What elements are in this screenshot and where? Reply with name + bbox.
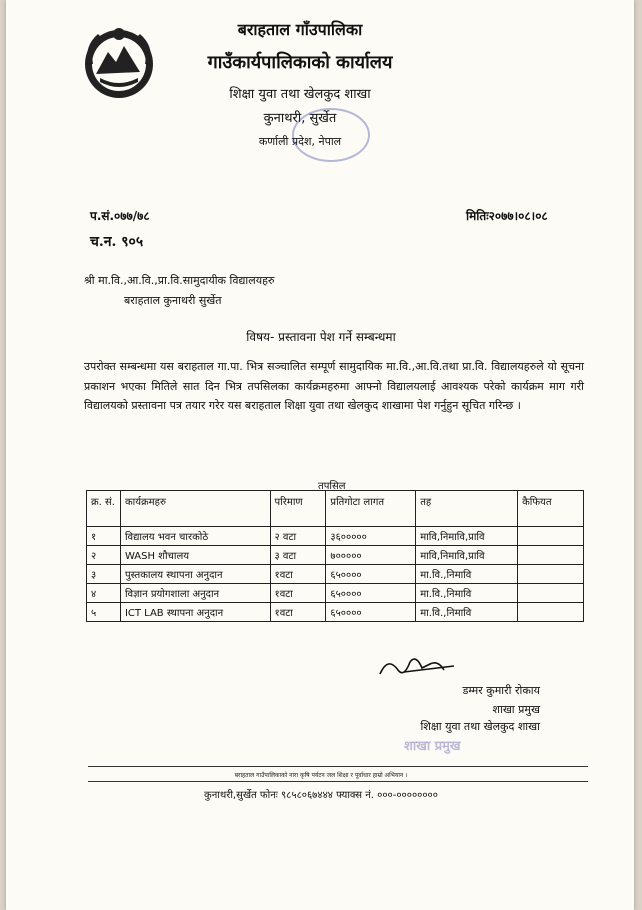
cell-sn: ४	[87, 584, 121, 603]
cell-remarks	[518, 527, 584, 546]
col-header-unit-cost: प्रतिगोटा लागत	[326, 491, 416, 527]
cell-unit-cost: ६५००००	[326, 565, 416, 584]
cell-level: मा.वि.,निमावि	[416, 565, 518, 584]
col-header-program: कार्यक्रमहरु	[120, 491, 270, 527]
cell-remarks	[518, 546, 584, 565]
cell-remarks	[518, 584, 584, 603]
cell-quantity: २ वटा	[270, 527, 326, 546]
section-name: शिक्षा युवा तथा खेलकुद शाखा	[229, 87, 371, 102]
signatory-office: शिक्षा युवा तथा खेलकुद शाखा	[420, 720, 540, 733]
cell-quantity: १वटा	[270, 603, 326, 622]
location: कुनाथरी, सुर्खेत	[263, 111, 337, 126]
table-row	[87, 565, 584, 584]
program-table	[86, 490, 584, 622]
cell-sn: ५	[87, 603, 121, 622]
handwritten-signature	[374, 652, 474, 680]
cell-sn: ३	[87, 565, 121, 584]
cell-sn: २	[87, 546, 121, 565]
col-header-remarks: कैफियत	[518, 491, 584, 527]
letter-date: मितिः२०७७।०८।०८	[466, 209, 548, 223]
signatory-stamp: शाखा प्रमुख	[404, 739, 461, 754]
footer-contact: कुनाथरी,सुर्खेत फोनः ९८५८०६७४४४ फ्याक्स नं. ०००-००००००००	[204, 790, 438, 801]
cell-unit-cost: ७०००००	[326, 546, 416, 565]
nepal-emblem-icon	[78, 22, 160, 102]
cell-quantity: १वटा	[270, 584, 326, 603]
cell-quantity: ३ वटा	[270, 546, 326, 565]
footer-slogan: बराहताल गाउँपालिकाको नारा कृषि पर्यटन जल शिक्षा र पूर्वाधार हाम्रो अभियान ।	[234, 772, 408, 779]
cell-remarks	[518, 565, 584, 584]
table-row	[87, 603, 584, 622]
signatory-title: शाखा प्रमुख	[492, 703, 540, 716]
dispatch-number: च.न. ९०५	[90, 234, 144, 250]
table-header-row	[87, 491, 584, 527]
cell-level: मावि,निमावि,प्रावि	[416, 527, 518, 546]
cell-unit-cost: ६५००००	[326, 584, 416, 603]
cell-sn: १	[87, 527, 121, 546]
table-row	[87, 527, 584, 546]
addressee-line-2: बराहताल कुनाथरी सुर्खेत	[124, 294, 222, 307]
province: कर्णाली प्रदेश, नेपाल	[258, 135, 342, 148]
cell-level: मा.वि.,निमावि	[416, 603, 518, 622]
footer-divider	[88, 781, 588, 782]
cell-program: ICT LAB स्थापना अनुदान	[120, 603, 270, 622]
subject-line: विषय- प्रस्तावना पेश गर्ने सम्बन्धमा	[246, 330, 396, 344]
table-row	[87, 584, 584, 603]
cell-program: विद्यालय भवन चारकोठे	[120, 527, 270, 546]
table-caption: तपसिल	[318, 481, 346, 492]
cell-level: मा.वि.,निमावि	[416, 584, 518, 603]
cell-remarks	[518, 603, 584, 622]
letter-number: प.सं.०७७/७८	[90, 209, 150, 223]
cell-program: पुस्तकालय स्थापना अनुदान	[120, 565, 270, 584]
cell-quantity: १वटा	[270, 565, 326, 584]
footer-divider	[88, 766, 588, 767]
cell-unit-cost: ३६०००००	[326, 527, 416, 546]
table-row	[87, 546, 584, 565]
body-paragraph: उपरोक्त सम्बन्धमा यस बराहताल गा.पा. भित्र सञ्चालित सम्पूर्ण सामुदायिक मा.वि.,आ.वि.तथा प्रा.वि. विद्यालयहरुले यो सूचना प्रकाशन भएका मितिले सात दिन भित्र तपसिलका कार्यक्रमहरुमा आफ्नो विद्यालयलाई आवश्यक परेको कार्यक्रम माग गरी विद्यालयको प्रस्तावना पत्र तयार गरेर यस बराहताल शिक्षा युवा तथा खेलकुद शाखामा पेश गर्नुहुन सूचित गरिन्छ ।	[84, 360, 584, 412]
round-stamp	[292, 108, 370, 162]
col-header-level: तह	[416, 491, 518, 527]
col-header-quantity: परिमाण	[270, 491, 326, 527]
col-header-sn: क्र. सं.	[87, 491, 121, 527]
municipality-name: बराहताल गाँउपालिका	[237, 20, 363, 39]
addressee-line-1: श्री मा.वि.,आ.वि.,प्रा.वि.सामुदायीक विद्यालयहरु	[84, 274, 275, 287]
cell-program: विज्ञान प्रयोगशाला अनुदान	[120, 584, 270, 603]
signatory-name: डम्मर कुमारी रोकाय	[462, 684, 540, 697]
office-name: गाउँकार्यपालिकाको कार्यालय	[207, 52, 393, 73]
cell-program: WASH शौचालय	[120, 546, 270, 565]
cell-unit-cost: ६५००००	[326, 603, 416, 622]
cell-level: मावि,निमावि,प्रावि	[416, 546, 518, 565]
